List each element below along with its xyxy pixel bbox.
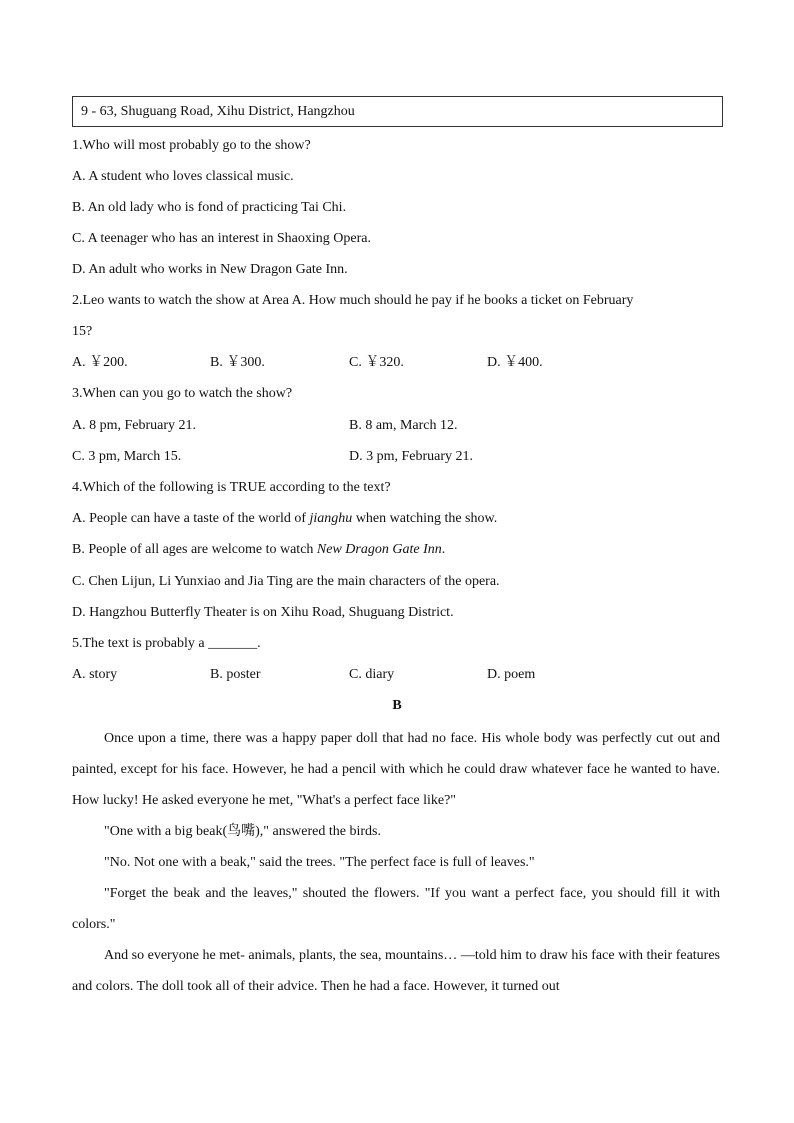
address-text: 9 - 63, Shuguang Road, Xihu District, Hangzhou [81, 104, 355, 119]
question-5-option-c: C. diary [349, 667, 395, 682]
question-4-option-a [72, 510, 497, 528]
question-2-stem-line-1: 2.Leo wants to watch the show at Area A. How much should he pay if he books a ticket on February [72, 293, 634, 308]
section-b-paragraph-2: "One with a big beak(鸟嘴)," answered the birds. [104, 824, 381, 839]
question-2-option-a: A. ￥200. [72, 355, 128, 370]
question-2-option-d: D. ￥400. [487, 355, 543, 370]
question-4-option-a-italic: jianghu [309, 511, 353, 526]
question-1-option-d: D. An adult who works in New Dragon Gate Inn. [72, 262, 348, 277]
question-4-option-a-post: when watching the show. [352, 511, 498, 526]
section-b-paragraph-1: Once upon a time, there was a happy paper doll that had no face. His whole body was perfectly cut out and painted, except for his face. However, he had a pencil with which he could draw whatever face he wanted to have. How lucky! He asked everyone he met, "What's a perfect face like?" [72, 731, 720, 808]
question-4-option-c: C. Chen Lijun, Li Yunxiao and Jia Ting are the main characters of the opera. [72, 574, 500, 589]
question-2-option-c: C. ￥320. [349, 355, 404, 370]
section-b-heading: B [392, 698, 402, 713]
question-1-stem: 1.Who will most probably go to the show? [72, 138, 311, 153]
address-box [72, 96, 723, 127]
question-2-option-b: B. ￥300. [210, 355, 265, 370]
question-2-stem-line-2: 15? [72, 324, 93, 339]
question-4-option-b-post: . [441, 542, 446, 557]
question-1-option-b: B. An old lady who is fond of practicing Tai Chi. [72, 200, 347, 215]
section-b-paragraph-4: "Forget the beak and the leaves," shouted the flowers. "If you want a perfect face, you should fill it with colors." [72, 886, 720, 932]
question-1-option-c: C. A teenager who has an interest in Shaoxing Opera. [72, 231, 371, 246]
section-b-paragraph-3: "No. Not one with a beak," said the trees. "The perfect face is full of leaves." [104, 855, 535, 870]
question-3-option-b: B. 8 am, March 12. [349, 418, 458, 433]
question-4-stem: 4.Which of the following is TRUE according to the text? [72, 480, 391, 495]
question-4-option-b [72, 541, 445, 559]
question-3-stem: 3.When can you go to watch the show? [72, 386, 293, 401]
section-b-paragraph-5: And so everyone he met- animals, plants, the sea, mountains… —told him to draw his face with their features and colors. The doll took all of their advice. Then he had a face. However, it turned out [72, 948, 720, 994]
question-5-stem: 5.The text is probably a _______. [72, 636, 261, 651]
question-4-option-d: D. Hangzhou Butterfly Theater is on Xihu Road, Shuguang District. [72, 605, 454, 620]
question-4-option-b-pre: B. People of all ages are welcome to watch [72, 542, 317, 557]
question-3-option-c: C. 3 pm, March 15. [72, 449, 182, 464]
question-4-option-b-italic: New Dragon Gate Inn [316, 542, 442, 557]
question-5-option-a: A. story [72, 667, 118, 682]
question-1-option-a: A. A student who loves classical music. [72, 169, 294, 184]
question-5-option-b: B. poster [210, 667, 261, 682]
question-4-option-a-pre: A. People can have a taste of the world of [72, 511, 310, 526]
question-3-option-a: A. 8 pm, February 21. [72, 418, 197, 433]
question-5-option-d: D. poem [487, 667, 536, 682]
question-3-option-d: D. 3 pm, February 21. [349, 449, 474, 464]
